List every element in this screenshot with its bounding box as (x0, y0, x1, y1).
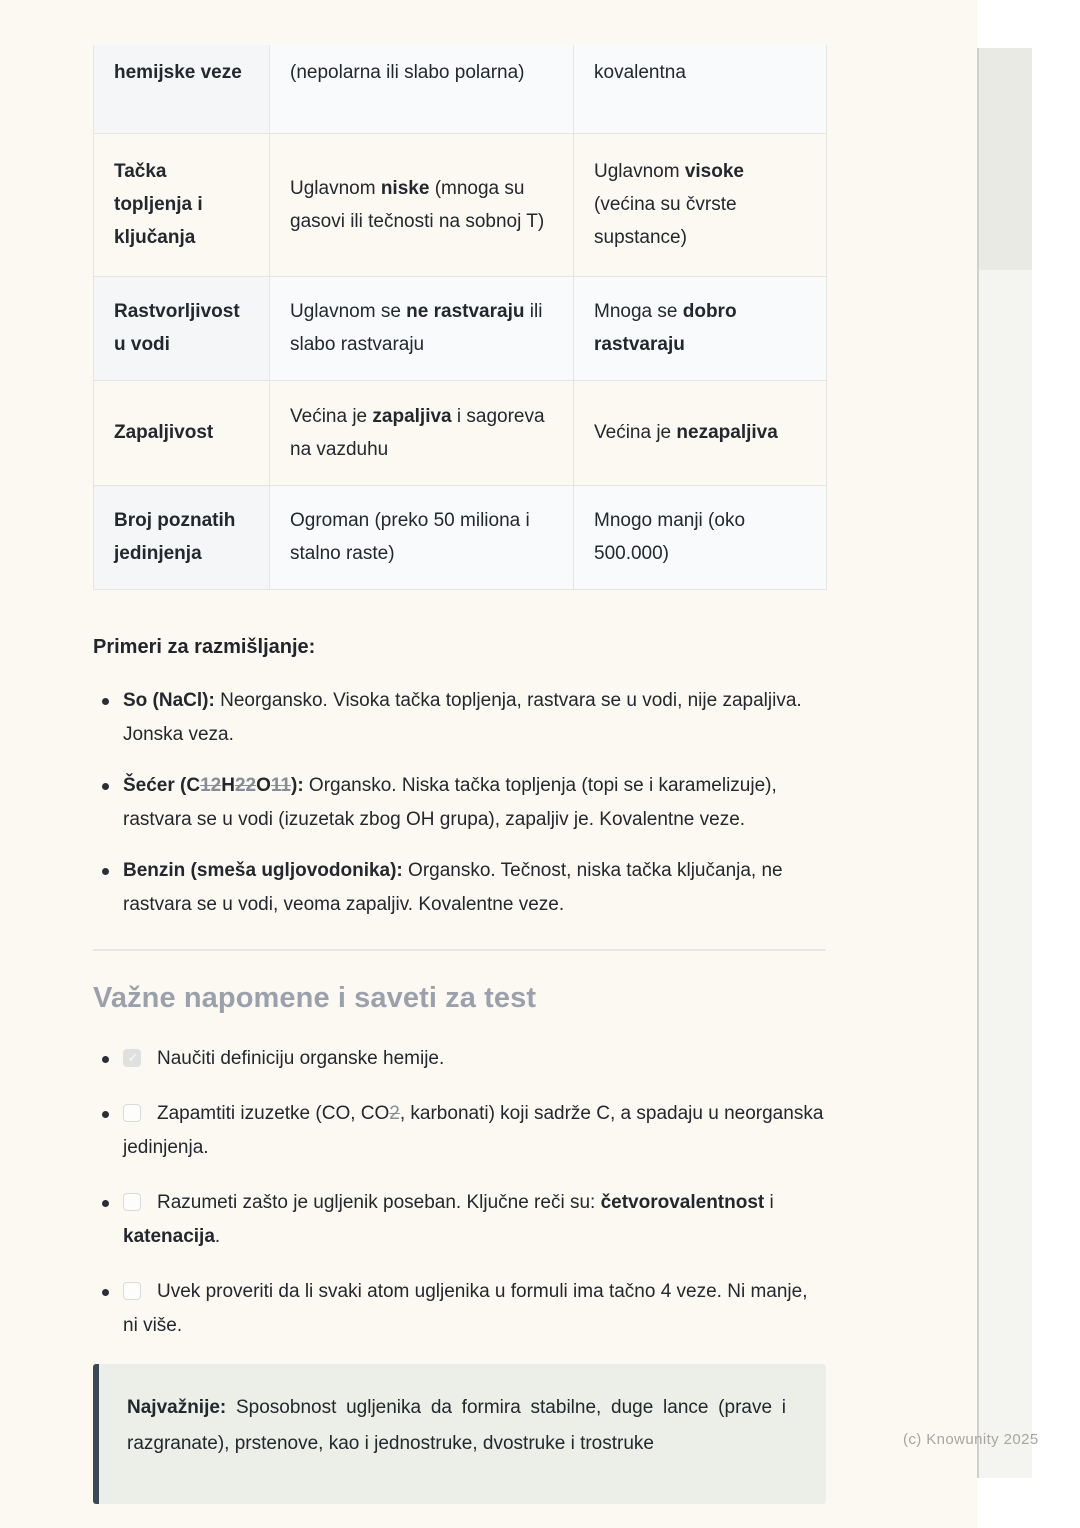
section-divider (93, 949, 826, 951)
scrollbar-track[interactable] (979, 48, 1032, 1478)
list-item (93, 684, 826, 752)
organic-value-cell: Većina je zapaljiva i sagoreva na vazduhu (270, 380, 574, 485)
checklist (93, 1042, 826, 1343)
inorganic-value-cell: Mnogo manji (oko 500.000) (574, 485, 827, 589)
table-row (94, 276, 827, 380)
checkbox-icon[interactable] (123, 1282, 141, 1300)
callout-text: Najvažnije: Sposobnost ugljenika da formira stabilne, duge lance (prave i razgranate), prstenove, kao i jednostruke, dvostruke i trostruke (127, 1396, 786, 1454)
checklist-item-text: Zapamtiti izuzetke (CO, CO2, karbonati) koji sadrže C, a spadaju u neorganska jedinjenja. (123, 1102, 824, 1158)
notes-heading: Važne napomene i saveti za test (93, 981, 537, 1014)
list-item-text: Benzin (smeša ugljovodonika): Organsko. Tečnost, niska tačka ključanja, ne rastvara se u vodi, veoma zapaljiv. Kovalentne veze. (123, 859, 783, 915)
checklist-item-text: Naučiti definiciju organske hemije. (157, 1047, 445, 1069)
inorganic-value-cell: Uglavnom visoke (većina su čvrste supstance) (574, 133, 827, 276)
checklist-item (93, 1186, 826, 1254)
copyright-watermark: (c) Knowunity 2025 (903, 1431, 1039, 1448)
row-label-cell: Broj poznatih jedinjenja (94, 485, 270, 589)
table-row (94, 45, 827, 133)
organic-value-cell: Uglavnom se ne rastvaraju ili slabo rastvaraju (270, 276, 574, 380)
list-item-text: Šećer (C12H22O11): Organsko. Niska tačka topljenja (topi se i karamelizuje), rastvara se u vodi (izuzetak zbog OH grupa), zapaljiv je. Kovalentne veze. (123, 774, 777, 830)
organic-value-cell: Ogroman (preko 50 miliona i stalno raste) (270, 485, 574, 589)
organic-value-cell: Uglavnom niske (mnoga su gasovi ili tečnosti na sobnoj T) (270, 133, 574, 276)
comparison-table (93, 45, 827, 590)
row-label-cell: Rastvorljivost u vodi (94, 276, 270, 380)
checkbox-icon[interactable] (123, 1049, 141, 1067)
checklist-item-text: Razumeti zašto je ugljenik poseban. Ključne reči su: četvorovalentnost i katenacija. (123, 1191, 774, 1247)
page-content (93, 0, 826, 1504)
scrollbar-thumb[interactable] (979, 48, 1032, 270)
inorganic-value-cell: Većina je nezapaljiva (574, 380, 827, 485)
table-row (94, 133, 827, 276)
table-row (94, 380, 827, 485)
organic-value-cell: (nepolarna ili slabo polarna) (270, 45, 574, 133)
list-item-text: So (NaCl): Neorgansko. Visoka tačka topljenja, rastvara se u vodi, nije zapaljiva. Jonska veza. (123, 689, 802, 745)
list-item (93, 769, 826, 837)
checkbox-icon[interactable] (123, 1104, 141, 1122)
row-label-cell: Tačka topljenja i ključanja (94, 133, 270, 276)
row-label-cell: Zapaljivost (94, 380, 270, 485)
checkbox-icon[interactable] (123, 1193, 141, 1211)
checklist-item (93, 1042, 826, 1076)
checklist-item-text: Uvek proveriti da li svaki atom ugljenika u formuli ima tačno 4 veze. Ni manje, ni više. (123, 1280, 808, 1336)
checklist-item (93, 1275, 826, 1343)
inorganic-value-cell: Mnoga se dobro rastvaraju (574, 276, 827, 380)
callout-note (93, 1364, 826, 1504)
examples-list (93, 684, 826, 922)
table-row (94, 485, 827, 589)
list-item (93, 854, 826, 922)
row-label-cell: hemijske veze (94, 45, 270, 133)
examples-heading: Primeri za razmišljanje: (93, 635, 316, 658)
inorganic-value-cell: kovalentna (574, 45, 827, 133)
checklist-item (93, 1097, 826, 1165)
